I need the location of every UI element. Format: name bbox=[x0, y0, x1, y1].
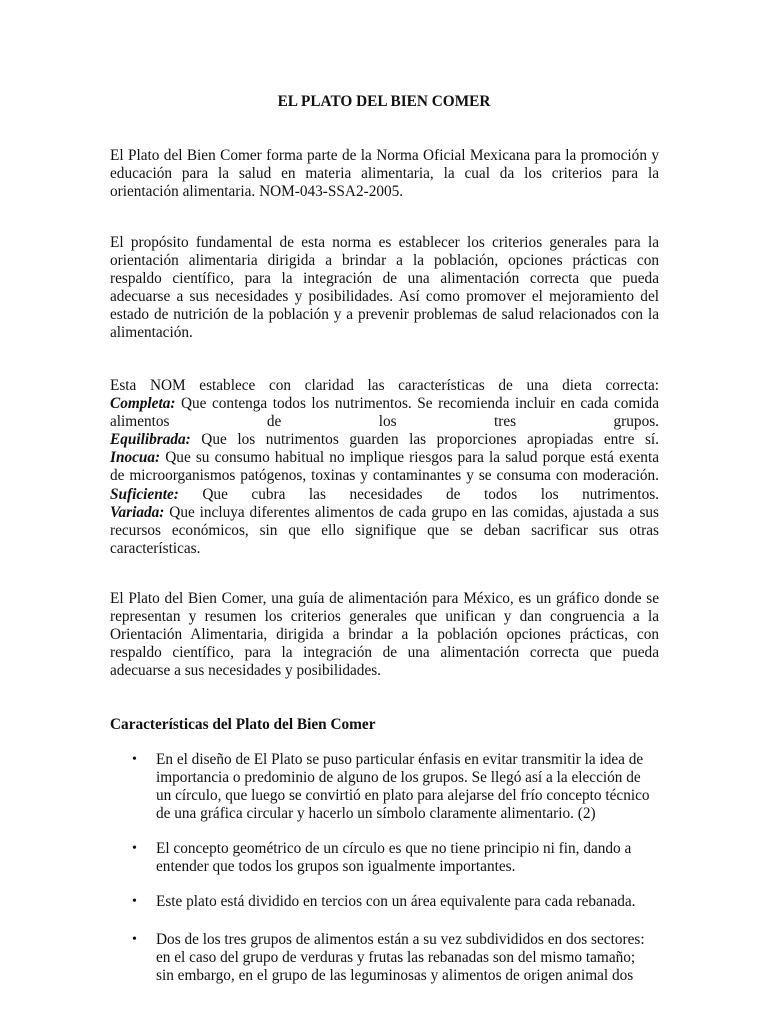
bullet-icon: • bbox=[132, 932, 137, 947]
text-line: importancia o predominio de alguno de los grupos. Se llegó así a la elección de bbox=[156, 769, 641, 787]
definition-suficiente: Que cubra las necesidades de todos los nutrimentos. bbox=[178, 485, 659, 503]
text-line: respaldo científico, para la integración de una alimentación correcta que pueda bbox=[110, 644, 659, 662]
text-line: educación para la salud en materia alimentaria, la cual da los criterios para la bbox=[110, 165, 659, 183]
paragraph-plato-guide bbox=[110, 590, 659, 680]
text-line bbox=[110, 449, 659, 467]
text-line: entender que todos los grupos son igualmente importantes. bbox=[156, 858, 516, 876]
text-line: representan y resumen los criterios generales que unifican y dan congruencia a la bbox=[110, 608, 659, 626]
text-line: Dos de los tres grupos de alimentos están a su vez subdivididos en dos sectores: bbox=[156, 931, 645, 948]
definition-equilibrada: Que los nutrimentos guarden las proporciones apropiadas entre sí. bbox=[190, 431, 659, 449]
text-line bbox=[110, 395, 659, 413]
term-variada: Variada: bbox=[110, 503, 165, 521]
text-line: El Plato del Bien Comer forma parte de la Norma Oficial Mexicana para la promoción y bbox=[110, 147, 659, 164]
term-equilibrada: Equilibrada: bbox=[110, 431, 191, 449]
term-suficiente: Suficiente: bbox=[110, 485, 179, 503]
text-line: El Plato del Bien Comer, una guía de alimentación para México, es un gráfico donde se bbox=[110, 590, 659, 607]
text-line: El concepto geométrico de un círculo es que no tiene principio ni fin, dando a bbox=[156, 840, 632, 857]
term-completa: Completa: bbox=[110, 395, 176, 413]
text-line: orientación alimentaria dirigida a brindar a la población, opciones prácticas con bbox=[110, 252, 659, 270]
text-line: alimentos de los tres grupos. bbox=[110, 413, 659, 431]
list-item-text bbox=[156, 840, 659, 876]
text-line: Orientación Alimentaria, dirigida a brindar a la población opciones prácticas, con bbox=[110, 626, 659, 644]
definition-completa: Que contenga todos los nutrimentos. Se recomienda incluir en cada comida bbox=[175, 395, 659, 413]
text-line: adecuarse a sus necesidades y posibilidades. bbox=[110, 662, 382, 680]
paragraph-nom-intro bbox=[110, 147, 659, 201]
bullet-icon: • bbox=[132, 841, 137, 856]
paragraph-purpose bbox=[110, 234, 659, 343]
definition-inocua: Que su consumo habitual no implique riesgos para la salud porque está exenta bbox=[160, 449, 659, 467]
text-line bbox=[110, 486, 659, 504]
section-heading: Características del Plato del Bien Comer bbox=[110, 716, 376, 733]
text-line: características. bbox=[110, 539, 201, 557]
text-line: de una gráfica circular y hacerlo un símbolo claramente alimentario. (2) bbox=[156, 805, 596, 823]
list-item-text bbox=[156, 751, 659, 823]
list-item-text bbox=[156, 931, 659, 985]
text-line: de microorganismos patógenos, toxinas y contaminantes y se consuma con moderación. bbox=[110, 467, 659, 485]
text-line: respaldo científico, para la integración de una alimentación correcta que pueda bbox=[110, 270, 659, 288]
text-line: alimentación. bbox=[110, 324, 193, 342]
text-line: un círculo, que luego se convirtió en plato para alejarse del frío concepto técnico bbox=[156, 787, 650, 805]
bullet-icon: • bbox=[132, 752, 137, 767]
definition-variada: Que incluya diferentes alimentos de cada grupo en las comidas, ajustada a sus bbox=[164, 503, 659, 521]
text-line: Esta NOM establece con claridad las características de una dieta correcta: bbox=[110, 377, 659, 394]
text-line bbox=[110, 504, 659, 522]
list-item-text bbox=[156, 893, 659, 911]
text-line: orientación alimentaria. NOM-043-SSA2-2005. bbox=[110, 183, 404, 201]
text-line: Este plato está dividido en tercios con un área equivalente para cada rebanada. bbox=[156, 893, 636, 910]
text-line: adecuarse a sus necesidades y posibilidades. Así como promover el mejoramiento del bbox=[110, 288, 659, 306]
paragraph-diet-characteristics bbox=[110, 377, 659, 558]
text-line: sin embargo, en el grupo de las leguminosas y alimentos de origen animal dos bbox=[156, 967, 634, 985]
text-line: estado de nutrición de la población y a prevenir problemas de salud relacionados con la bbox=[110, 306, 659, 324]
text-line: El propósito fundamental de esta norma es establecer los criterios generales para la bbox=[110, 234, 659, 251]
text-line: recursos económicos, sin que ello signifique que se deban sacrificar sus otras bbox=[110, 521, 659, 539]
page-title: EL PLATO DEL BIEN COMER bbox=[277, 93, 491, 110]
bullet-icon: • bbox=[132, 894, 137, 909]
text-line: En el diseño de El Plato se puso particular énfasis en evitar transmitir la idea de bbox=[156, 751, 644, 768]
text-line: en el caso del grupo de verduras y frutas las rebanadas son del mismo tamaño; bbox=[156, 949, 636, 967]
term-inocua: Inocua: bbox=[110, 449, 161, 467]
text-line bbox=[110, 431, 659, 449]
